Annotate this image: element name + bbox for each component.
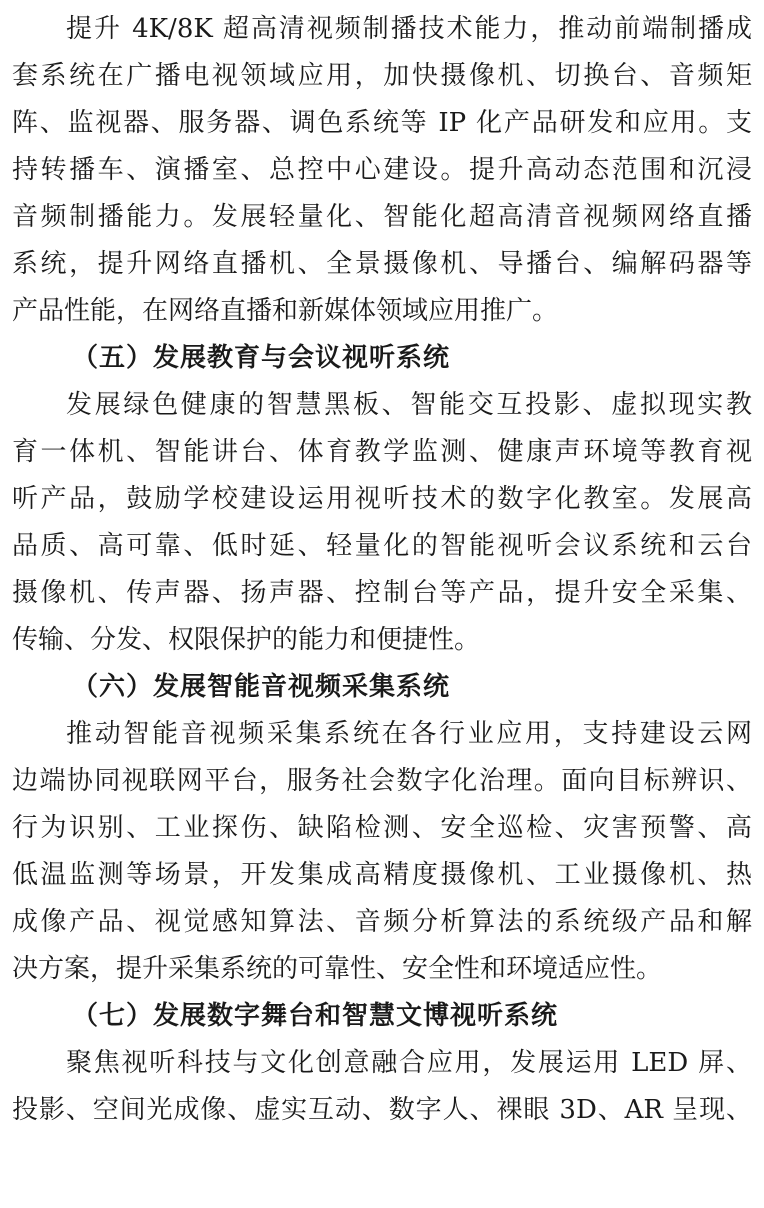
section-heading-6: （六）发展智能音视频采集系统 — [72, 672, 451, 702]
paragraph-line: 聚焦视听科技与文化创意融合应用，发展运用 LED 屏、 — [66, 1048, 752, 1078]
section-heading-7: （七）发展数字舞台和智慧文博视听系统 — [72, 1001, 559, 1031]
paragraph-line: 行为识别、工业探伤、缺陷检测、安全巡检、灾害预警、高 — [12, 813, 752, 843]
paragraph-line: 决方案，提升采集系统的可靠性、安全性和环境适应性。 — [12, 954, 663, 984]
paragraph-line: 音频制播能力。发展轻量化、智能化超高清音视频网络直播 — [12, 202, 752, 232]
paragraph-line: 持转播车、演播室、总控中心建设。提升高动态范围和沉浸 — [12, 155, 752, 185]
paragraph-line: 提升 4K/8K 超高清视频制播技术能力，推动前端制播成 — [66, 14, 752, 44]
paragraph-line: 传输、分发、权限保护的能力和便捷性。 — [12, 625, 481, 655]
paragraph-line: 系统，提升网络直播机、全景摄像机、导播台、编解码器等 — [12, 249, 752, 279]
paragraph-line: 品质、高可靠、低时延、轻量化的智能视听会议系统和云台 — [12, 531, 752, 561]
paragraph-line: 听产品，鼓励学校建设运用视听技术的数字化教室。发展高 — [12, 484, 752, 514]
paragraph-line: 育一体机、智能讲台、体育教学监测、健康声环境等教育视 — [12, 437, 752, 467]
paragraph-line: 摄像机、传声器、扬声器、控制台等产品，提升安全采集、 — [12, 578, 752, 608]
section-heading-5: （五）发展教育与会议视听系统 — [72, 343, 451, 373]
paragraph-line: 套系统在广播电视领域应用，加快摄像机、切换台、音频矩 — [12, 61, 752, 91]
paragraph-line: 投影、空间光成像、虚实互动、数字人、裸眼 3D、AR 呈现、 — [12, 1095, 752, 1125]
paragraph-line: 边端协同视联网平台，服务社会数字化治理。面向目标辨识、 — [12, 766, 752, 796]
paragraph-line: 推动智能音视频采集系统在各行业应用，支持建设云网 — [66, 719, 752, 749]
paragraph-line: 低温监测等场景，开发集成高精度摄像机、工业摄像机、热 — [12, 860, 752, 890]
paragraph-line: 成像产品、视觉感知算法、音频分析算法的系统级产品和解 — [12, 907, 752, 937]
paragraph-line: 阵、监视器、服务器、调色系统等 IP 化产品研发和应用。支 — [12, 108, 752, 138]
paragraph-line: 产品性能，在网络直播和新媒体领域应用推广。 — [12, 296, 559, 326]
paragraph-line: 发展绿色健康的智慧黑板、智能交互投影、虚拟现实教 — [66, 390, 752, 420]
